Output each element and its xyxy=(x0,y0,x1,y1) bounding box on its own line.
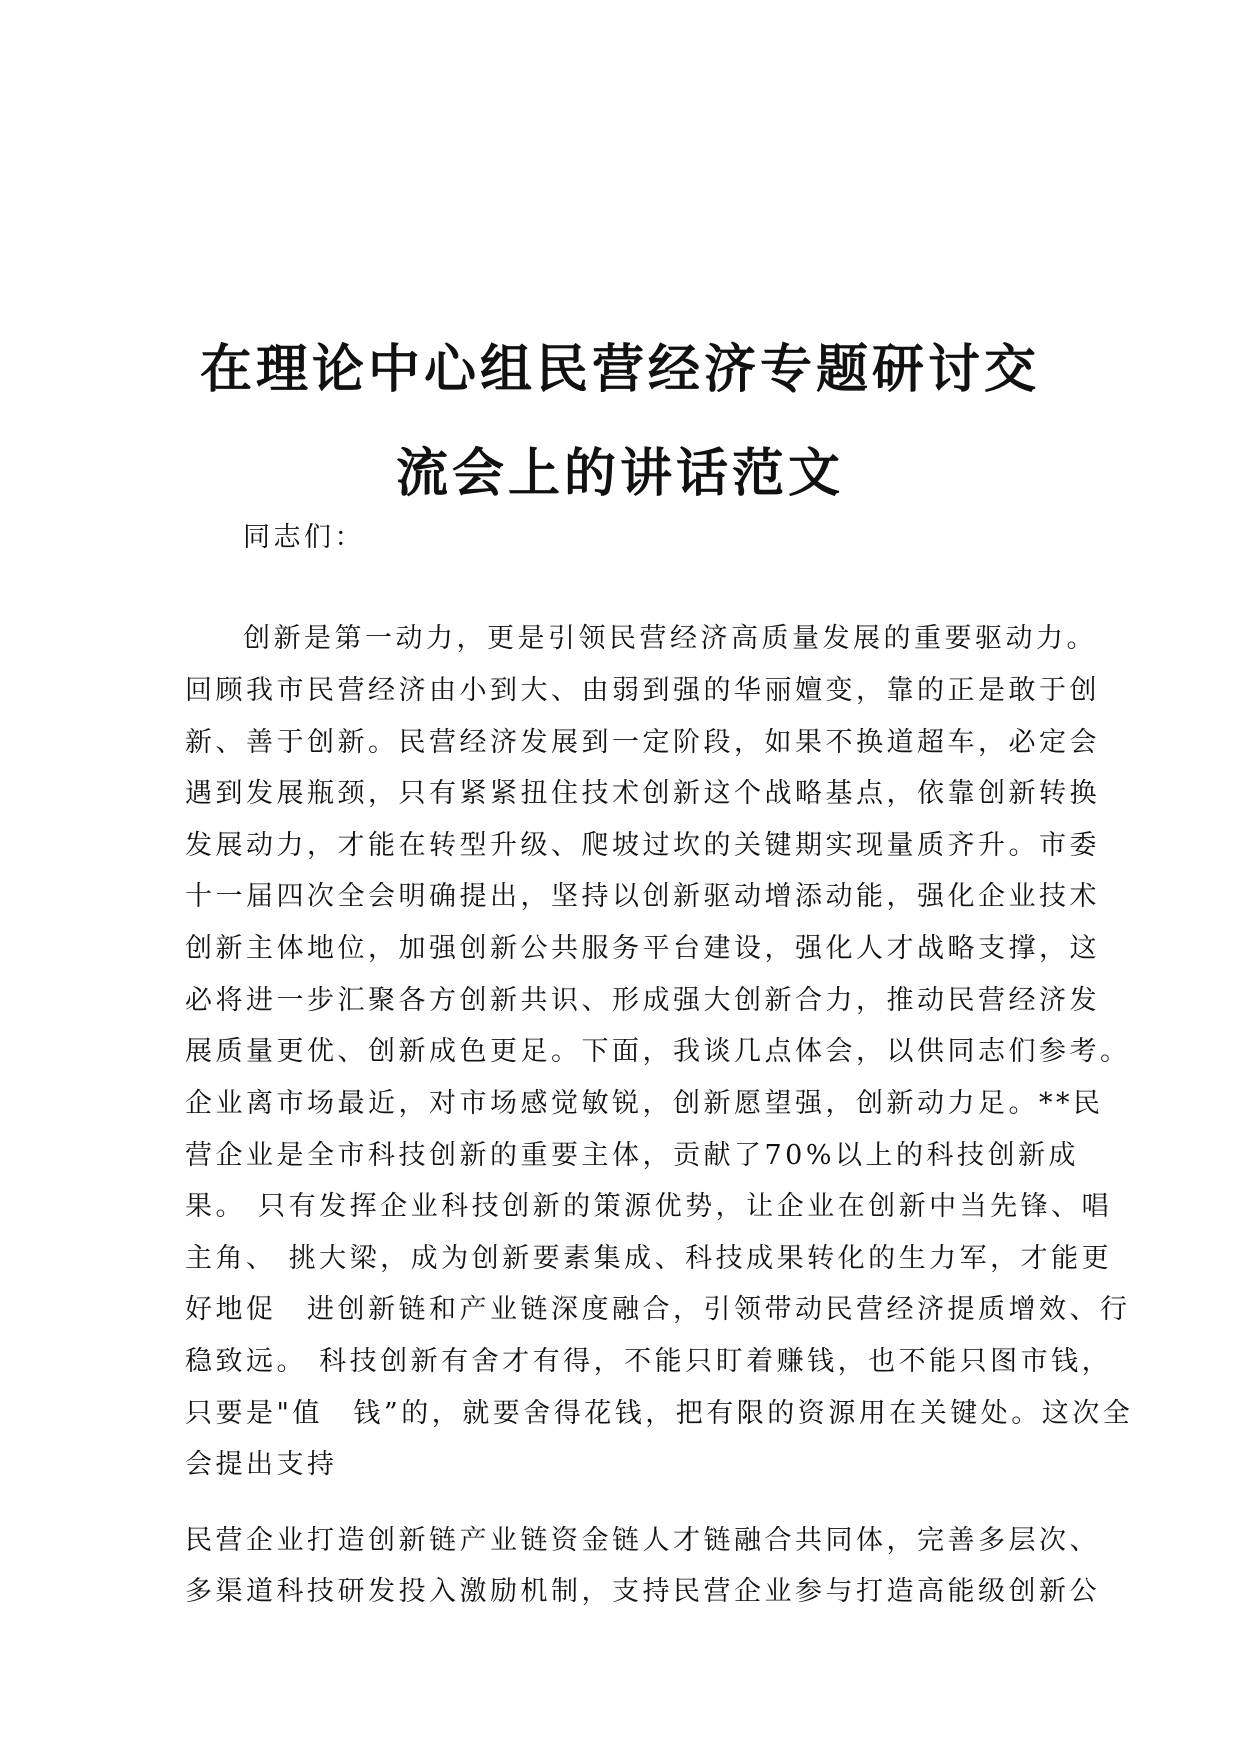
title-line-2: 流会上的讲话范文 xyxy=(395,443,844,504)
paragraph-line: 好地促 进创新链和产业链深度融合，引领带动民营经济提质增效、行 xyxy=(185,1294,1131,1325)
paragraph-line: 稳致远。 科技创新有舍才有得，不能只盯着赚钱，也不能只图市钱， xyxy=(185,1346,1113,1377)
title-line-1: 在理论中心组民营经济专题研讨交 xyxy=(199,339,1040,400)
paragraph-line: 回顾我市民营经济由小到大、由弱到强的华丽嬗变，靠的正是敢于创 xyxy=(185,675,1100,706)
paragraph-line: 会提出支持 xyxy=(185,1449,338,1480)
paragraph-line: 必将进一步汇聚各方创新共识、形成强大创新合力，推动民营经济发 xyxy=(185,985,1100,1016)
paragraph-line: 企业离市场最近，对市场感觉敏锐，创新愿望强，创新动力足。**民 xyxy=(185,1088,1104,1119)
paragraph-line: 主角、 挑大梁，成为创新要素集成、科技成果转化的生力军，才能更 xyxy=(185,1243,1113,1274)
paragraph-line: 展质量更优、创新成色更足。下面，我谈几点体会，以供同志们参考。 xyxy=(185,1036,1131,1067)
paragraph-line: 多渠道科技研发投入激励机制，支持民营企业参与打造高能级创新公 xyxy=(185,1576,1100,1607)
salutation: 同志们： xyxy=(243,522,365,553)
paragraph-line: 发展动力，才能在转型升级、爬坡过坎的关键期实现量质齐升。市委 xyxy=(185,830,1100,861)
paragraph-line: 遇到发展瓶颈，只有紧紧扭住技术创新这个战略基点，依靠创新转换 xyxy=(185,778,1100,809)
paragraph-line: 十一届四次全会明确提出，坚持以创新驱动增添动能，强化企业技术 xyxy=(185,881,1100,912)
paragraph-line: 营企业是全市科技创新的重要主体，贡献了70%以上的科技创新成 xyxy=(185,1140,1080,1171)
paragraph-line: 果。 只有发挥企业科技创新的策源优势，让企业在创新中当先锋、唱 xyxy=(185,1191,1113,1222)
paragraph-line: 只要是"值 钱”的，就要舍得花钱，把有限的资源用在关键处。这次全 xyxy=(185,1398,1134,1429)
paragraph-line: 新、善于创新。民营经济发展到一定阶段，如果不换道超车，必定会 xyxy=(185,727,1100,758)
paragraph-line: 民营企业打造创新链产业链资金链人才链融合共同体，完善多层次、 xyxy=(185,1525,1100,1556)
paragraph-line: 创新是第一动力，更是引领民营经济高质量发展的重要驱动力。 xyxy=(243,623,1097,654)
paragraph-line: 创新主体地位，加强创新公共服务平台建设，强化人才战略支撑，这 xyxy=(185,933,1100,964)
